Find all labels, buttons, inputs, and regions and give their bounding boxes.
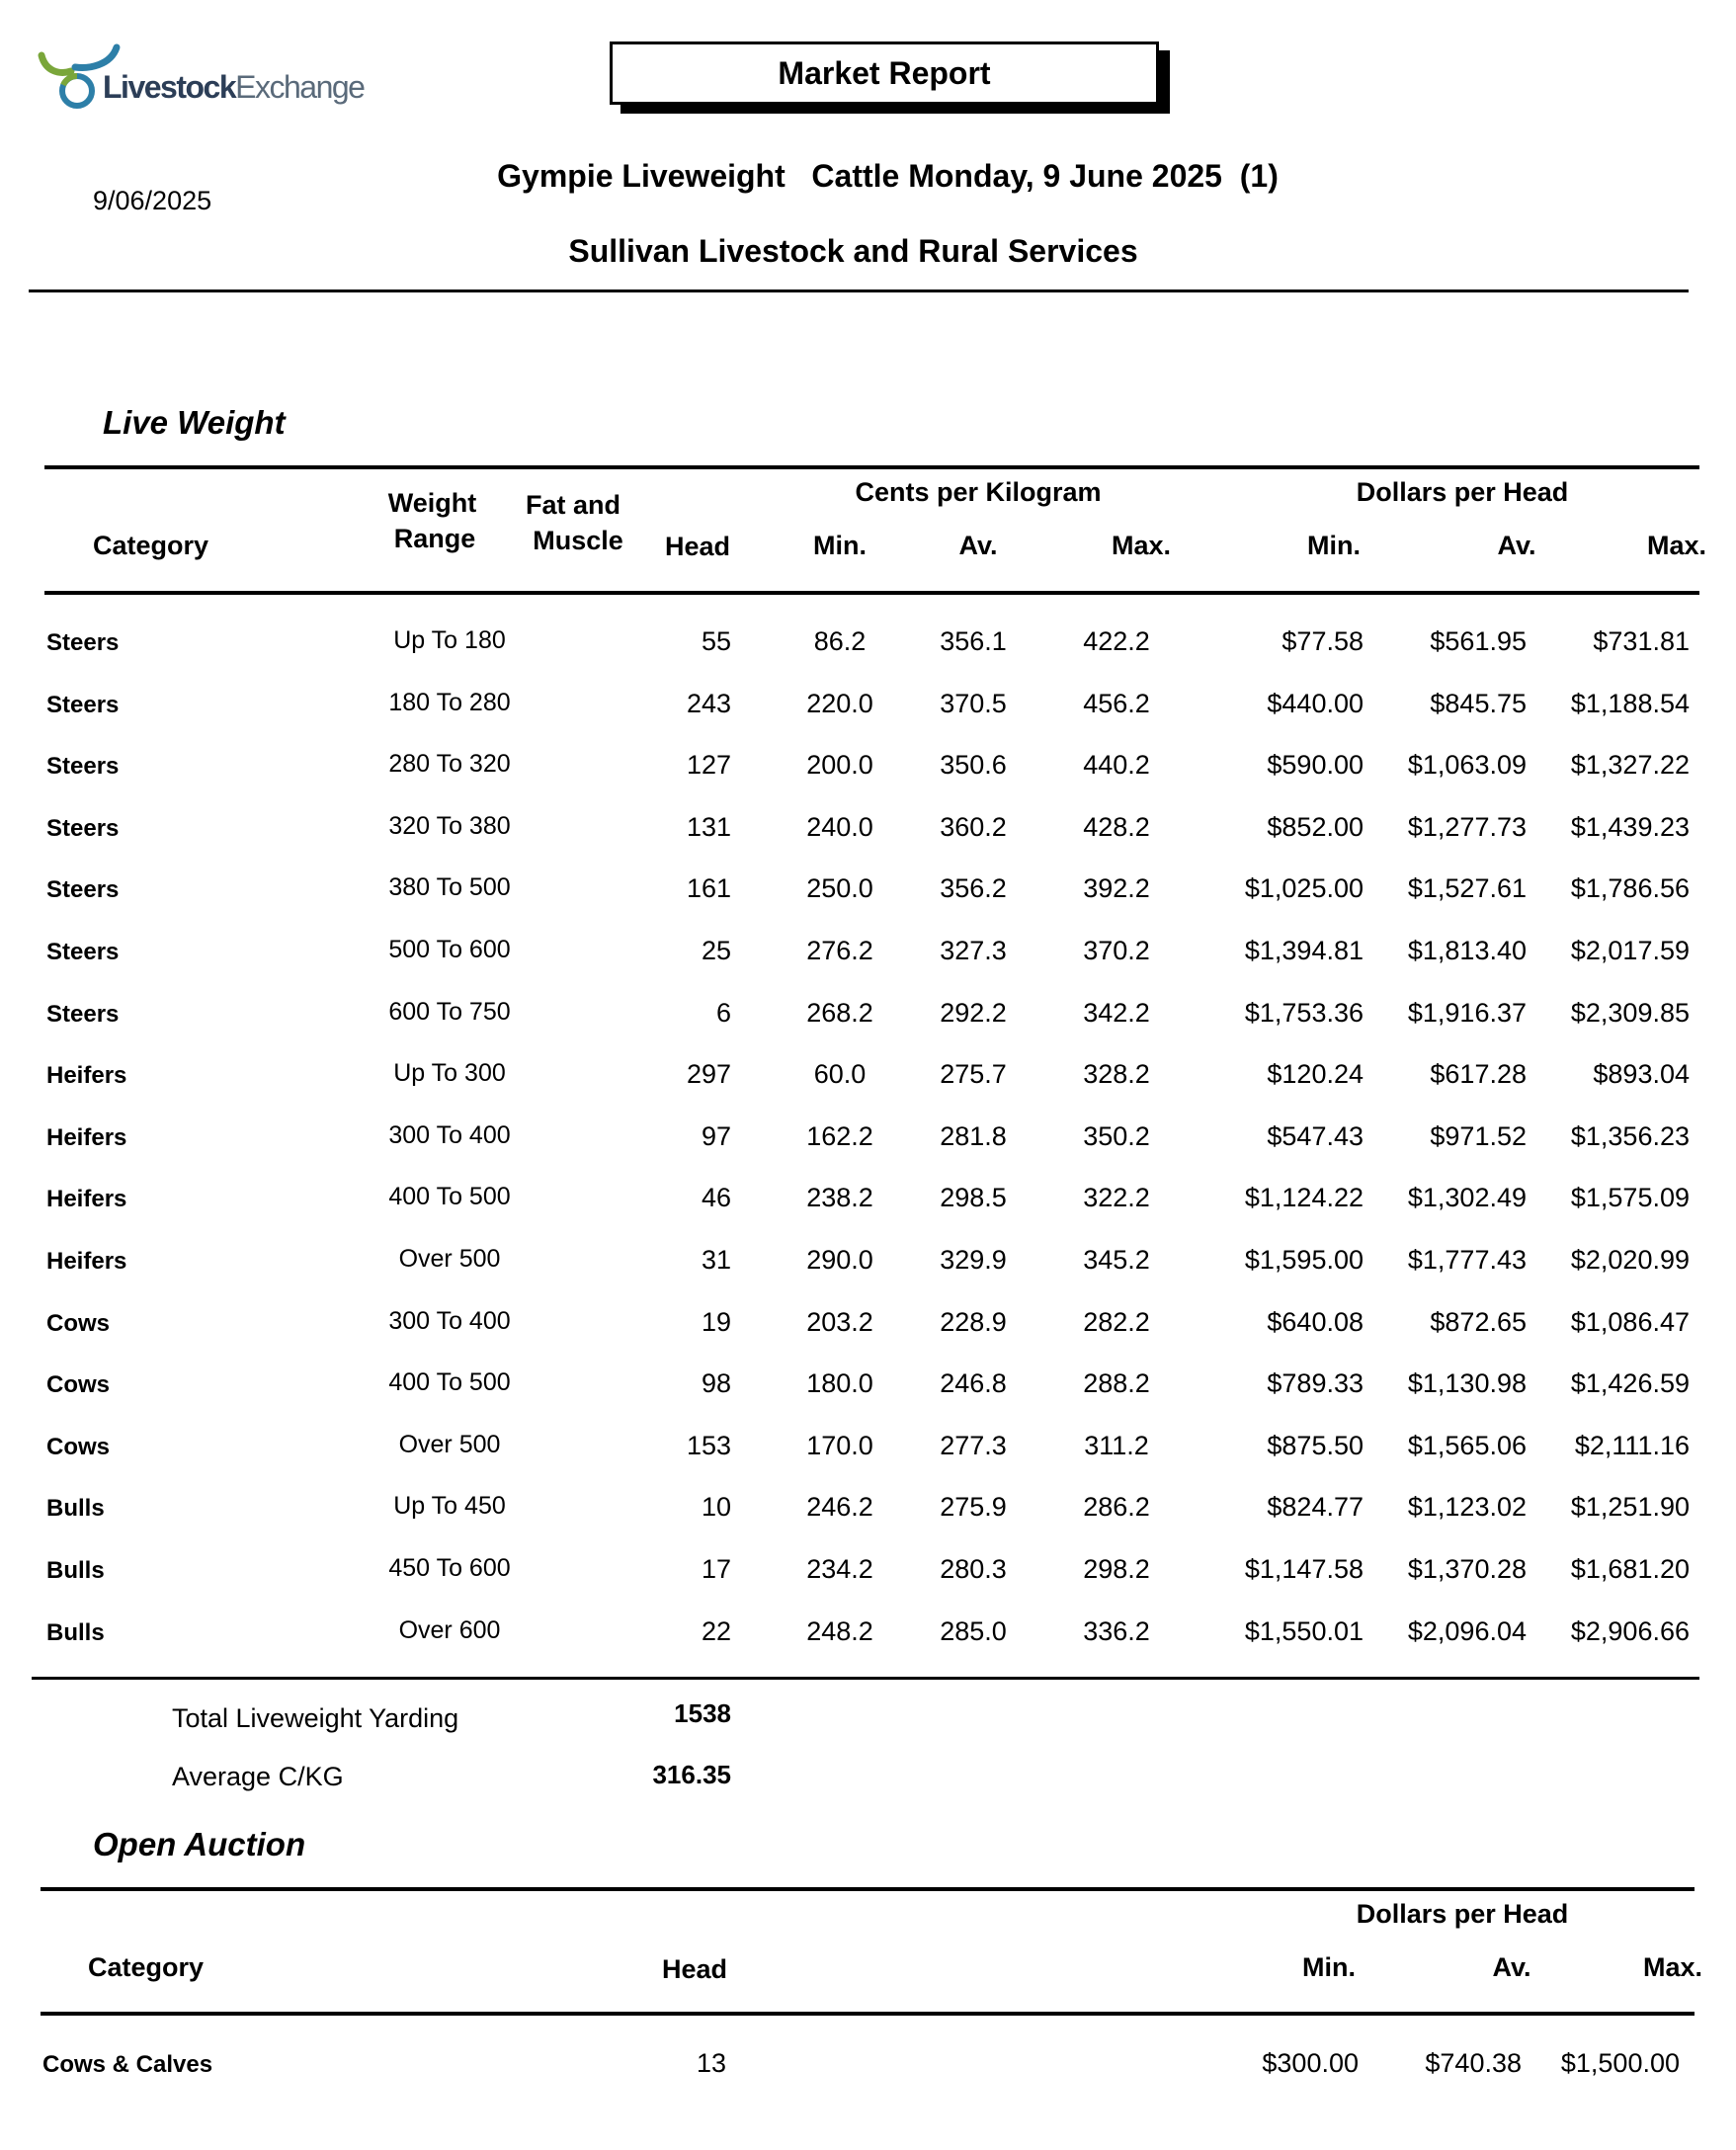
dollars-max-cell: $1,786.56 [1570, 873, 1690, 904]
cents-max-cell: 288.2 [1083, 1368, 1150, 1399]
cents-av-cell: 280.3 [940, 1554, 1007, 1584]
total-yarding-value: 1538 [674, 1698, 731, 1728]
category-cell: Steers [46, 814, 120, 842]
dollars-min-cell: $875.50 [1267, 1430, 1364, 1460]
dollars-max-cell: $1,356.23 [1570, 1120, 1690, 1151]
dollars-min-cell: $440.00 [1267, 688, 1364, 718]
category-cell: Cows [46, 1309, 111, 1337]
open-auction-top-rule [41, 1887, 1695, 1891]
cents-min-cell: 86.2 [813, 626, 867, 656]
cents-av-cell: 275.9 [940, 1492, 1007, 1523]
cents-min-cell: 162.2 [806, 1120, 873, 1151]
open-auction-section-title: Open Auction [93, 1826, 306, 1862]
category-cell: Bulls [46, 1495, 105, 1523]
weight-range-cell: 300 To 400 [388, 1120, 511, 1149]
dollars-min-cell: $77.58 [1281, 626, 1364, 656]
col-header-c-max: Max. [1111, 531, 1172, 560]
cents-min-cell: 246.2 [806, 1492, 873, 1523]
weight-range-cell: Up To 300 [393, 1059, 506, 1088]
category-cell: Heifers [46, 1248, 127, 1275]
cents-max-cell: 345.2 [1083, 1245, 1150, 1275]
average-ckg-label: Average C/KG [172, 1762, 344, 1791]
live-weight-bottom-rule [32, 1677, 1699, 1680]
category-cell: Steers [46, 753, 120, 781]
cents-min-cell: 290.0 [806, 1245, 873, 1275]
cents-min-cell: 268.2 [806, 997, 873, 1028]
total-yarding-label: Total Liveweight Yarding [172, 1703, 459, 1733]
category-cell: Heifers [46, 1062, 127, 1090]
dollars-max-cell: $2,020.99 [1570, 1245, 1690, 1275]
dollars-max-cell: $2,017.59 [1570, 936, 1690, 965]
cents-av-cell: 356.1 [940, 626, 1007, 656]
cents-av-cell: 281.8 [940, 1120, 1007, 1151]
cents-max-cell: 456.2 [1083, 688, 1150, 718]
logo-suffix-text: Exchange [235, 69, 365, 105]
live-weight-header-rule [44, 591, 1699, 595]
market-report-label: Market Report [610, 41, 1159, 105]
dollars-max-cell: $1,086.47 [1570, 1306, 1690, 1337]
cents-min-cell: 200.0 [806, 750, 873, 781]
cents-av-cell: 327.3 [940, 936, 1007, 965]
cents-min-cell: 60.0 [813, 1059, 867, 1090]
weight-range-cell: 600 To 750 [388, 997, 511, 1026]
live-weight-top-rule [44, 465, 1699, 469]
category-cell: Cows [46, 1433, 111, 1460]
cents-av-cell: 285.0 [940, 1615, 1007, 1646]
head-cell: 55 [701, 626, 731, 656]
dollars-av-cell: $617.28 [1430, 1059, 1527, 1090]
dollars-max-cell: $1,327.22 [1570, 750, 1690, 781]
logo-brand-text: Livestock [103, 69, 236, 105]
category-cell: Steers [46, 876, 120, 904]
weight-range-cell: 320 To 380 [388, 811, 511, 840]
cents-min-cell: 220.0 [806, 688, 873, 718]
dollars-max-cell: $1,681.20 [1570, 1554, 1690, 1584]
dollars-av-cell: $1,813.40 [1407, 936, 1527, 965]
dollars-min-cell: $852.00 [1267, 811, 1364, 842]
oa-col-header-head: Head [662, 1954, 728, 1984]
cents-av-cell: 370.5 [940, 688, 1007, 718]
cents-min-cell: 250.0 [806, 873, 873, 904]
dollars-av-cell: $1,565.06 [1407, 1430, 1527, 1460]
dollars-av-cell: $1,130.98 [1407, 1368, 1527, 1399]
header-divider [29, 289, 1689, 292]
weight-range-cell: Over 600 [398, 1615, 501, 1644]
weight-range-cell: 280 To 320 [388, 750, 511, 779]
dollars-max-cell: $1,426.59 [1570, 1368, 1690, 1399]
col-header-d-max: Max. [1647, 531, 1707, 560]
dollars-max-cell: $2,111.16 [1574, 1430, 1690, 1460]
head-cell: 31 [701, 1245, 731, 1275]
cents-max-cell: 392.2 [1083, 873, 1150, 904]
cents-av-cell: 350.6 [940, 750, 1007, 781]
cents-min-cell: 248.2 [806, 1615, 873, 1646]
col-header-weight-2: Range [393, 524, 476, 553]
head-cell: 19 [701, 1306, 731, 1337]
cents-max-cell: 311.2 [1084, 1430, 1149, 1460]
dollars-av-cell: $845.75 [1430, 688, 1527, 718]
head-cell: 131 [686, 811, 731, 842]
category-cell: Bulls [46, 1618, 105, 1646]
weight-range-cell: 400 To 500 [388, 1368, 511, 1397]
head-cell: 6 [715, 997, 731, 1028]
dollars-av-cell: $1,916.37 [1407, 997, 1527, 1028]
head-cell: 17 [701, 1554, 731, 1584]
dollars-max-cell: $1,575.09 [1570, 1183, 1690, 1213]
category-cell: Heifers [46, 1123, 127, 1151]
dollars-av-cell: $971.52 [1430, 1120, 1527, 1151]
oa-col-header-min: Min. [1302, 1952, 1356, 1982]
dollars-max-cell: $2,906.66 [1570, 1615, 1690, 1646]
col-header-c-av: Av. [958, 531, 998, 560]
category-cell: Steers [46, 691, 120, 718]
head-cell: 127 [686, 750, 731, 781]
dollars-av-cell: $1,063.09 [1407, 750, 1527, 781]
head-cell: 297 [686, 1059, 731, 1090]
sale-title: Gympie Liveweight Cattle Monday, 9 June 2025 (1) [497, 158, 1279, 194]
weight-range-cell: Over 500 [398, 1245, 501, 1273]
weight-range-cell: 300 To 400 [388, 1306, 511, 1335]
dollars-min-cell: $1,394.81 [1244, 936, 1364, 965]
col-header-fat-2: Muscle [533, 526, 623, 555]
oa-col-header-dollars-group: Dollars per Head [1356, 1899, 1569, 1929]
category-cell: Bulls [46, 1557, 105, 1584]
category-cell: Cows & Calves [42, 2051, 213, 2078]
cents-av-cell: 277.3 [940, 1430, 1007, 1460]
dollars-max-cell: $731.81 [1593, 626, 1690, 656]
head-cell: 98 [701, 1368, 731, 1399]
cents-max-cell: 428.2 [1083, 811, 1150, 842]
col-header-head: Head [665, 532, 731, 561]
cents-min-cell: 180.0 [806, 1368, 873, 1399]
cents-max-cell: 336.2 [1083, 1615, 1150, 1646]
dollars-av-cell: $1,277.73 [1407, 811, 1527, 842]
col-header-cents-group: Cents per Kilogram [855, 477, 1102, 507]
live-weight-section-title: Live Weight [103, 404, 286, 441]
dollars-av-cell: $1,123.02 [1407, 1492, 1527, 1523]
cents-min-cell: 276.2 [806, 936, 873, 965]
cents-av-cell: 360.2 [940, 811, 1007, 842]
dollars-max-cell: $1,500.00 [1560, 2048, 1680, 2078]
cents-av-cell: 292.2 [940, 997, 1007, 1028]
dollars-av-cell: $740.38 [1425, 2048, 1522, 2078]
category-cell: Steers [46, 939, 120, 965]
head-cell: 10 [701, 1492, 731, 1523]
oa-col-header-category: Category [88, 1952, 205, 1982]
oa-col-header-max: Max. [1643, 1952, 1703, 1982]
cents-max-cell: 440.2 [1083, 750, 1150, 781]
dollars-min-cell: $640.08 [1267, 1306, 1364, 1337]
head-cell: 22 [701, 1615, 731, 1646]
dollars-av-cell: $2,096.04 [1407, 1615, 1527, 1646]
cents-max-cell: 322.2 [1083, 1183, 1150, 1213]
weight-range-cell: 500 To 600 [388, 936, 511, 963]
dollars-max-cell: $2,309.85 [1570, 997, 1690, 1028]
agent-name: Sullivan Livestock and Rural Services [568, 233, 1138, 269]
dollars-av-cell: $1,302.49 [1407, 1183, 1527, 1213]
head-cell: 13 [696, 2048, 727, 2078]
category-cell: Heifers [46, 1186, 127, 1213]
report-date: 9/06/2025 [93, 186, 212, 215]
dollars-av-cell: $1,777.43 [1407, 1245, 1527, 1275]
dollars-min-cell: $1,550.01 [1244, 1615, 1364, 1646]
dollars-max-cell: $1,251.90 [1570, 1492, 1690, 1523]
weight-range-cell: 450 To 600 [388, 1554, 511, 1582]
cents-max-cell: 342.2 [1083, 997, 1150, 1028]
weight-range-cell: 180 To 280 [388, 688, 511, 716]
cents-max-cell: 350.2 [1083, 1120, 1150, 1151]
dollars-min-cell: $300.00 [1262, 2048, 1359, 2078]
dollars-max-cell: $893.04 [1593, 1059, 1690, 1090]
cents-min-cell: 170.0 [806, 1430, 873, 1460]
category-cell: Cows [46, 1371, 111, 1399]
weight-range-cell: Over 500 [398, 1430, 501, 1458]
col-header-c-min: Min. [813, 531, 867, 560]
dollars-av-cell: $1,527.61 [1407, 873, 1527, 904]
oa-col-header-av: Av. [1492, 1952, 1531, 1982]
cents-min-cell: 238.2 [806, 1183, 873, 1213]
dollars-av-cell: $872.65 [1430, 1306, 1527, 1337]
dollars-min-cell: $1,124.22 [1244, 1183, 1364, 1213]
cents-av-cell: 356.2 [940, 873, 1007, 904]
dollars-min-cell: $789.33 [1267, 1368, 1364, 1399]
dollars-av-cell: $1,370.28 [1407, 1554, 1527, 1584]
cents-max-cell: 286.2 [1083, 1492, 1150, 1523]
cents-av-cell: 298.5 [940, 1183, 1007, 1213]
head-cell: 161 [686, 873, 731, 904]
cents-max-cell: 282.2 [1083, 1306, 1150, 1337]
head-cell: 243 [686, 688, 731, 718]
cents-av-cell: 275.7 [940, 1059, 1007, 1090]
dollars-av-cell: $561.95 [1430, 626, 1527, 656]
dollars-max-cell: $1,188.54 [1570, 688, 1690, 718]
dollars-min-cell: $1,147.58 [1244, 1554, 1364, 1584]
average-ckg-value: 316.35 [652, 1760, 731, 1789]
cents-max-cell: 328.2 [1083, 1059, 1150, 1090]
category-cell: Steers [46, 1000, 120, 1028]
head-cell: 153 [686, 1430, 731, 1460]
dollars-min-cell: $547.43 [1267, 1120, 1364, 1151]
cents-max-cell: 370.2 [1083, 936, 1150, 965]
col-header-category: Category [93, 531, 209, 560]
head-cell: 46 [701, 1183, 731, 1213]
livestock-exchange-logo [38, 41, 365, 113]
cents-av-cell: 246.8 [940, 1368, 1007, 1399]
dollars-min-cell: $590.00 [1267, 750, 1364, 781]
dollars-min-cell: $1,025.00 [1244, 873, 1364, 904]
weight-range-cell: 400 To 500 [388, 1183, 511, 1211]
col-header-d-av: Av. [1497, 531, 1536, 560]
dollars-min-cell: $1,595.00 [1244, 1245, 1364, 1275]
cents-av-cell: 228.9 [940, 1306, 1007, 1337]
col-header-weight-1: Weight [387, 488, 477, 518]
cents-av-cell: 329.9 [940, 1245, 1007, 1275]
weight-range-cell: Up To 180 [393, 626, 506, 654]
col-header-fat-1: Fat and [525, 490, 620, 520]
col-header-dollars-group: Dollars per Head [1356, 477, 1569, 507]
cents-max-cell: 298.2 [1083, 1554, 1150, 1584]
cents-min-cell: 240.0 [806, 811, 873, 842]
cents-max-cell: 422.2 [1083, 626, 1150, 656]
weight-range-cell: Up To 450 [393, 1492, 506, 1521]
weight-range-cell: 380 To 500 [388, 873, 511, 902]
head-cell: 25 [701, 936, 731, 965]
open-auction-header-rule [41, 2012, 1695, 2016]
col-header-d-min: Min. [1307, 531, 1361, 560]
cents-min-cell: 234.2 [806, 1554, 873, 1584]
category-cell: Steers [46, 629, 120, 656]
head-cell: 97 [701, 1120, 731, 1151]
dollars-min-cell: $120.24 [1267, 1059, 1364, 1090]
dollars-max-cell: $1,439.23 [1570, 811, 1690, 842]
dollars-min-cell: $1,753.36 [1244, 997, 1364, 1028]
cents-min-cell: 203.2 [806, 1306, 873, 1337]
dollars-min-cell: $824.77 [1267, 1492, 1364, 1523]
